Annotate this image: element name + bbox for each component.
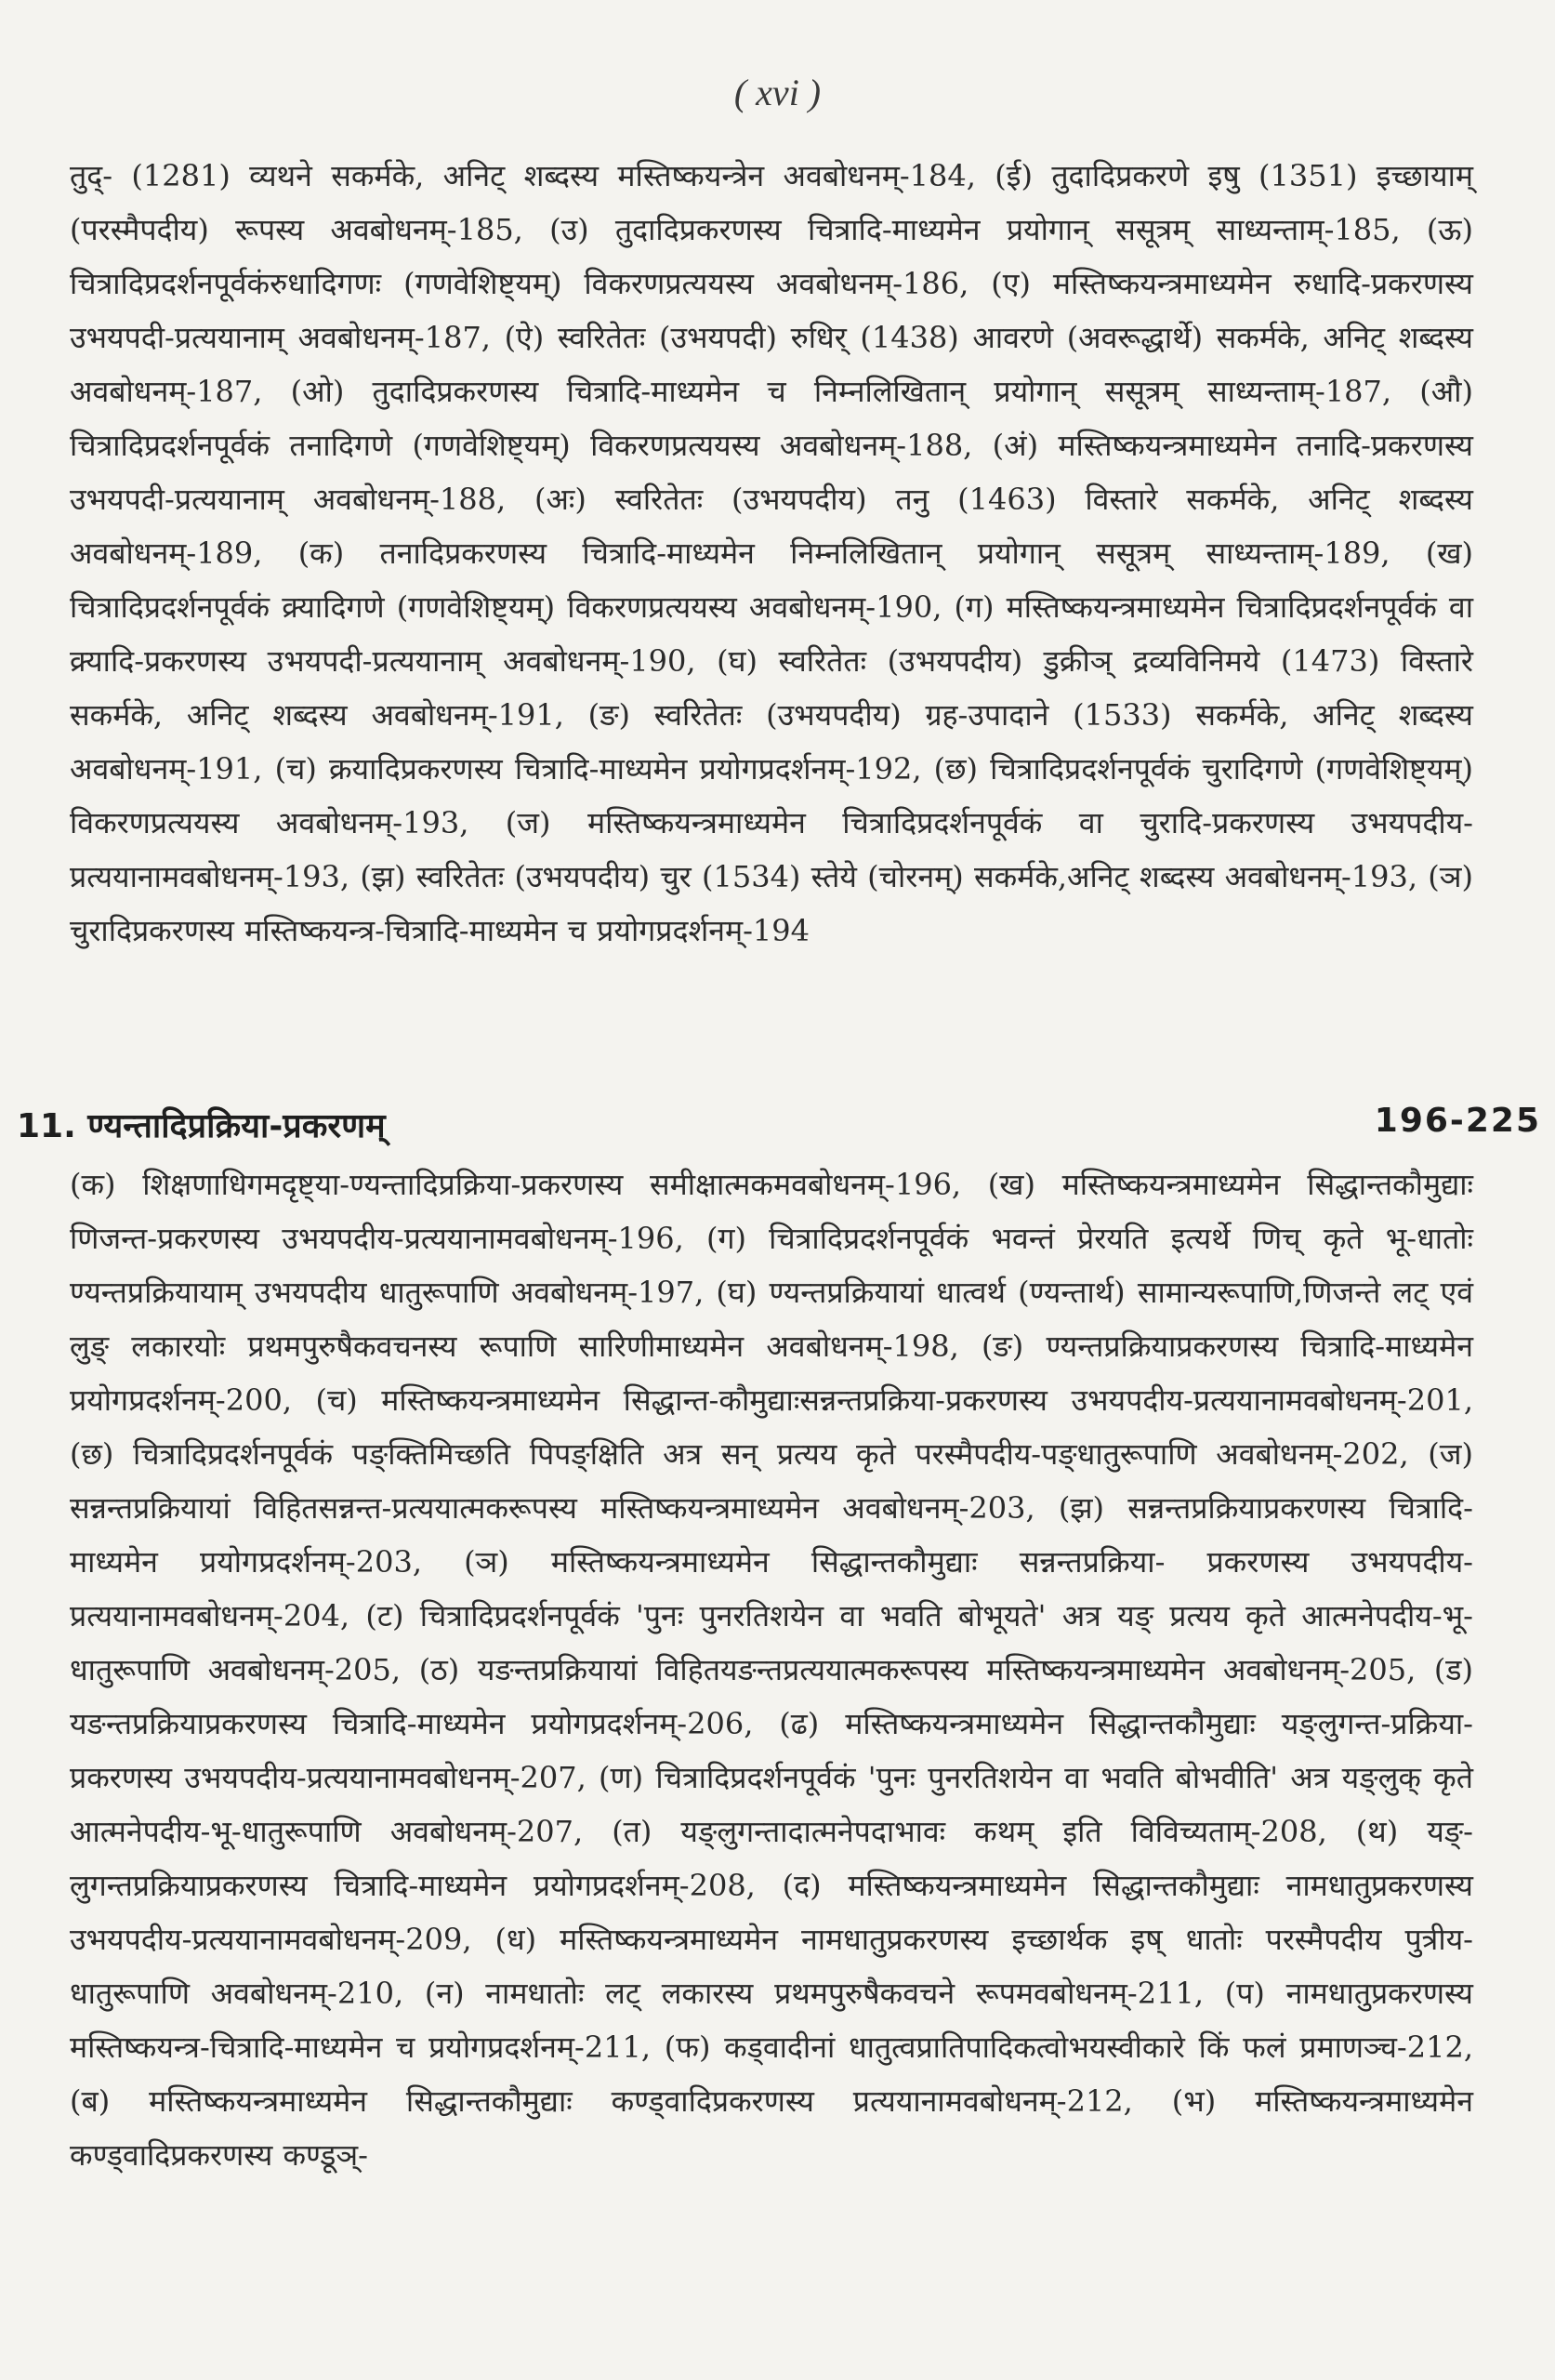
chapter-contents-paragraph: (क) शिक्षणाधिगमदृष्ट्या-ण्यन्तादिप्रक्रिया-प्रकरणस्य समीक्षात्मकमवबोधनम्-196, (ख) मस्तिष्कयन्त्रमाध्यमेन सिद्धान्तकौमुद्याः णिजन्त-प्रकरणस्य उभयपदीय-प्रत्ययानामवबोधनम्-196, (ग) चित्रादिप्रदर्शनपूर्वकं भवन्तं प्रेरयति इत्यर्थे णिच् कृते भू-धातोः ण्यन्तप्रक्रियायाम् उभयपदीय धातुरूपाणि अवबोधनम्-197, (घ) ण्यन्तप्रक्रियायां धात्वर्थ (ण्यन्तार्थ) सामान्यरूपाणि,णिजन्ते लट् एवं लुङ् लकारयोः प्रथमपुरुषैकवचनस्य रूपाणि सारिणीमाध्यमेन अवबोधनम्-198, (ङ) ण्यन्तप्रक्रियाप्रकरणस्य चित्रादि-माध्यमेन प्रयोगप्रदर्शनम्-200, (च) मस्तिष्कयन्त्रमाध्यमेन सिद्धान्त-कौमुद्याःसन्नन्तप्रक्रिया-प्रकरणस्य उभयपदीय-प्रत्ययानामवबोधनम्-201, (छ) चित्रादिप्रदर्शनपूर्वकं पङ्क्तिमिच्छति पिपङ्क्षिति अत्र सन् प्रत्यय कृते परस्मैपदीय-पङ्धातुरूपाणि अवबोधनम्-202, (ज) सन्नन्तप्रक्रियायां विहितसन्नन्त-प्रत्ययात्मकरूपस्य मस्तिष्कयन्त्रमाध्यमेन अवबोधनम्-203, (झ) सन्नन्तप्रक्रियाप्रकरणस्य चित्रादि-माध्यमेन प्रयोगप्रदर्शनम्-203, (ञ) मस्तिष्कयन्त्रमाध्यमेन सिद्धान्तकौमुद्याः सन्नन्तप्रक्रिया- प्रकरणस्य उभयपदीय-प्रत्ययानामवबोधनम्-204, (ट) चित्रादिप्रदर्शनपूर्वकं 'पुनः पुनरतिशयेन वा भवति बोभूयते' अत्र यङ् प्रत्यय कृते आत्मनेपदीय-भू-धातुरूपाणि अवबोधनम्-205, (ठ) यङन्तप्रक्रियायां विहितयङन्तप्रत्ययात्मकरूपस्य मस्तिष्कयन्त्रमाध्यमेन अवबोधनम्-205, (ड) यङन्तप्रक्रियाप्रकरणस्य चित्रादि-माध्यमेन प्रयोगप्रदर्शनम्-206, (ढ) मस्तिष्कयन्त्रमाध्यमेन सिद्धान्तकौमुद्याः यङ्लुगन्त-प्रक्रिया-प्रकरणस्य उभयपदीय-प्रत्ययानामवबोधनम्-207, (ण) चित्रादिप्रदर्शनपूर्वकं 'पुनः पुनरतिशयेन वा भवति बोभवीति' अत्र यङ्लुक् कृते आत्मनेपदीय-भू-धातुरूपाणि अवबोधनम्-207, (त) यङ्लुगन्तादात्मनेपदाभावः कथम् इति विविच्यताम्-208, (थ) यङ्-लुगन्तप्रक्रियाप्रकरणस्य चित्रादि-माध्यमेन प्रयोगप्रदर्शनम्-208, (द) मस्तिष्कयन्त्रमाध्यमेन सिद्धान्तकौमुद्याः नामधातुप्रकरणस्य उभयपदीय-प्रत्ययानामवबोधनम्-209, (ध) मस्तिष्कयन्त्रमाध्यमेन नामधातुप्रकरणस्य इच्छार्थक इष् धातोः परस्मैपदीय पुत्रीय-धातुरूपाणि अवबोधनम्-210, (न) नामधातोः लट् लकारस्य प्रथमपुरुषैकवचने रूपमवबोधनम्-211, (प) नामधातुप्रकरणस्य मस्तिष्कयन्त्र-चित्रादि-माध्यमेन च प्रयोगप्रदर्शनम्-211, (फ) कड्वादीनां धातुत्वप्रातिपादिकत्वोभयस्वीकारे किं फलं प्रमाणञ्च-212, (ब) मस्तिष्कयन्त्रमाध्यमेन सिद्धान्तकौमुद्याः कण्ड्वादिप्रकरणस्य प्रत्ययानामवबोधनम्-212, (भ) मस्तिष्कयन्त्रमाध्यमेन कण्ड्वादिप्रकरणस्य कण्डूञ्- bbox=[70, 1167, 1473, 2173]
chapter-title: 11. ण्यन्तादिप्रक्रिया-प्रकरणम् bbox=[17, 1107, 386, 1145]
contents-paragraph-continued: तुद्- (1281) व्यथने सकर्मके, अनिट् शब्दस्य मस्तिष्कयन्त्रेन अवबोधनम्-184, (ई) तुदादिप्रकरणे इषु (1351) इच्छायाम् (परस्मैपदीय) रूपस्य अवबोधनम्-185, (उ) तुदादिप्रकरणस्य चित्रादि-माध्यमेन प्रयोगान् ससूत्रम् साध्यन्ताम्-185, (ऊ) चित्रादिप्रदर्शनपूर्वकंरुधादिगणः (गणवेशिष्ट्यम्) विकरणप्रत्ययस्य अवबोधनम्-186, (ए) मस्तिष्कयन्त्रमाध्यमेन रुधादि-प्रकरणस्य उभयपदी-प्रत्ययानाम् अवबोधनम्-187, (ऐ) स्वरितेतः (उभयपदी) रुधिर् (1438) आवरणे (अवरूद्धार्थे) सकर्मके, अनिट् शब्दस्य अवबोधनम्-187, (ओ) तुदादिप्रकरणस्य चित्रादि-माध्यमेन च निम्नलिखितान् प्रयोगान् ससूत्रम् साध्यन्ताम्-187, (औ) चित्रादिप्रदर्शनपूर्वकं तनादिगणे (गणवेशिष्ट्यम्) विकरणप्रत्ययस्य अवबोधनम्-188, (अं) मस्तिष्कयन्त्रमाध्यमेन तनादि-प्रकरणस्य उभयपदी-प्रत्ययानाम् अवबोधनम्-188, (अः) स्वरितेतः (उभयपदीय) तनु (1463) विस्तारे सकर्मके, अनिट् शब्दस्य अवबोधनम्-189, (क) तनादिप्रकरणस्य चित्रादि-माध्यमेन निम्नलिखितान् प्रयोगान् ससूत्रम् साध्यन्ताम्-189, (ख) चित्रादिप्रदर्शनपूर्वकं क्र्यादिगणे (गणवेशिष्ट्यम्) विकरणप्रत्ययस्य अवबोधनम्-190, (ग) मस्तिष्कयन्त्रमाध्यमेन चित्रादिप्रदर्शनपूर्वकं वा क्र्यादि-प्रकरणस्य उभयपदी-प्रत्ययानाम् अवबोधनम्-190, (घ) स्वरितेतः (उभयपदीय) डुक्रीञ् द्रव्यविनिमये (1473) विस्तारे सकर्मके, अनिट् शब्दस्य अवबोधनम्-191, (ङ) स्वरितेतः (उभयपदीय) ग्रह-उपादाने (1533) सकर्मके, अनिट् शब्दस्य अवबोधनम्-191, (च) क्रयादिप्रकरणस्य चित्रादि-माध्यमेन प्रयोगप्रदर्शनम्-192, (छ) चित्रादिप्रदर्शनपूर्वकं चुरादिगणे (गणवेशिष्ट्यम्) विकरणप्रत्ययस्य अवबोधनम्-193, (ज) मस्तिष्कयन्त्रमाध्यमेन चित्रादिप्रदर्शनपूर्वकं वा चुरादि-प्रकरणस्य उभयपदीय- प्रत्ययानामवबोधनम्-193, (झ) स्वरितेतः (उभयपदीय) चुर (1534) स्तेये (चोरनम्) सकर्मके,अनिट् शब्दस्य अवबोधनम्-193, (ञ) चुरादिप्रकरणस्य मस्तिष्कयन्त्र-चित्रादि-माध्यमेन च प्रयोगप्रदर्शनम्-194 bbox=[70, 158, 1473, 948]
chapter-heading bbox=[17, 1092, 1541, 1157]
chapter-page-range: 196-225 bbox=[1374, 1102, 1541, 1140]
page-number: ( xvi ) bbox=[733, 72, 822, 113]
